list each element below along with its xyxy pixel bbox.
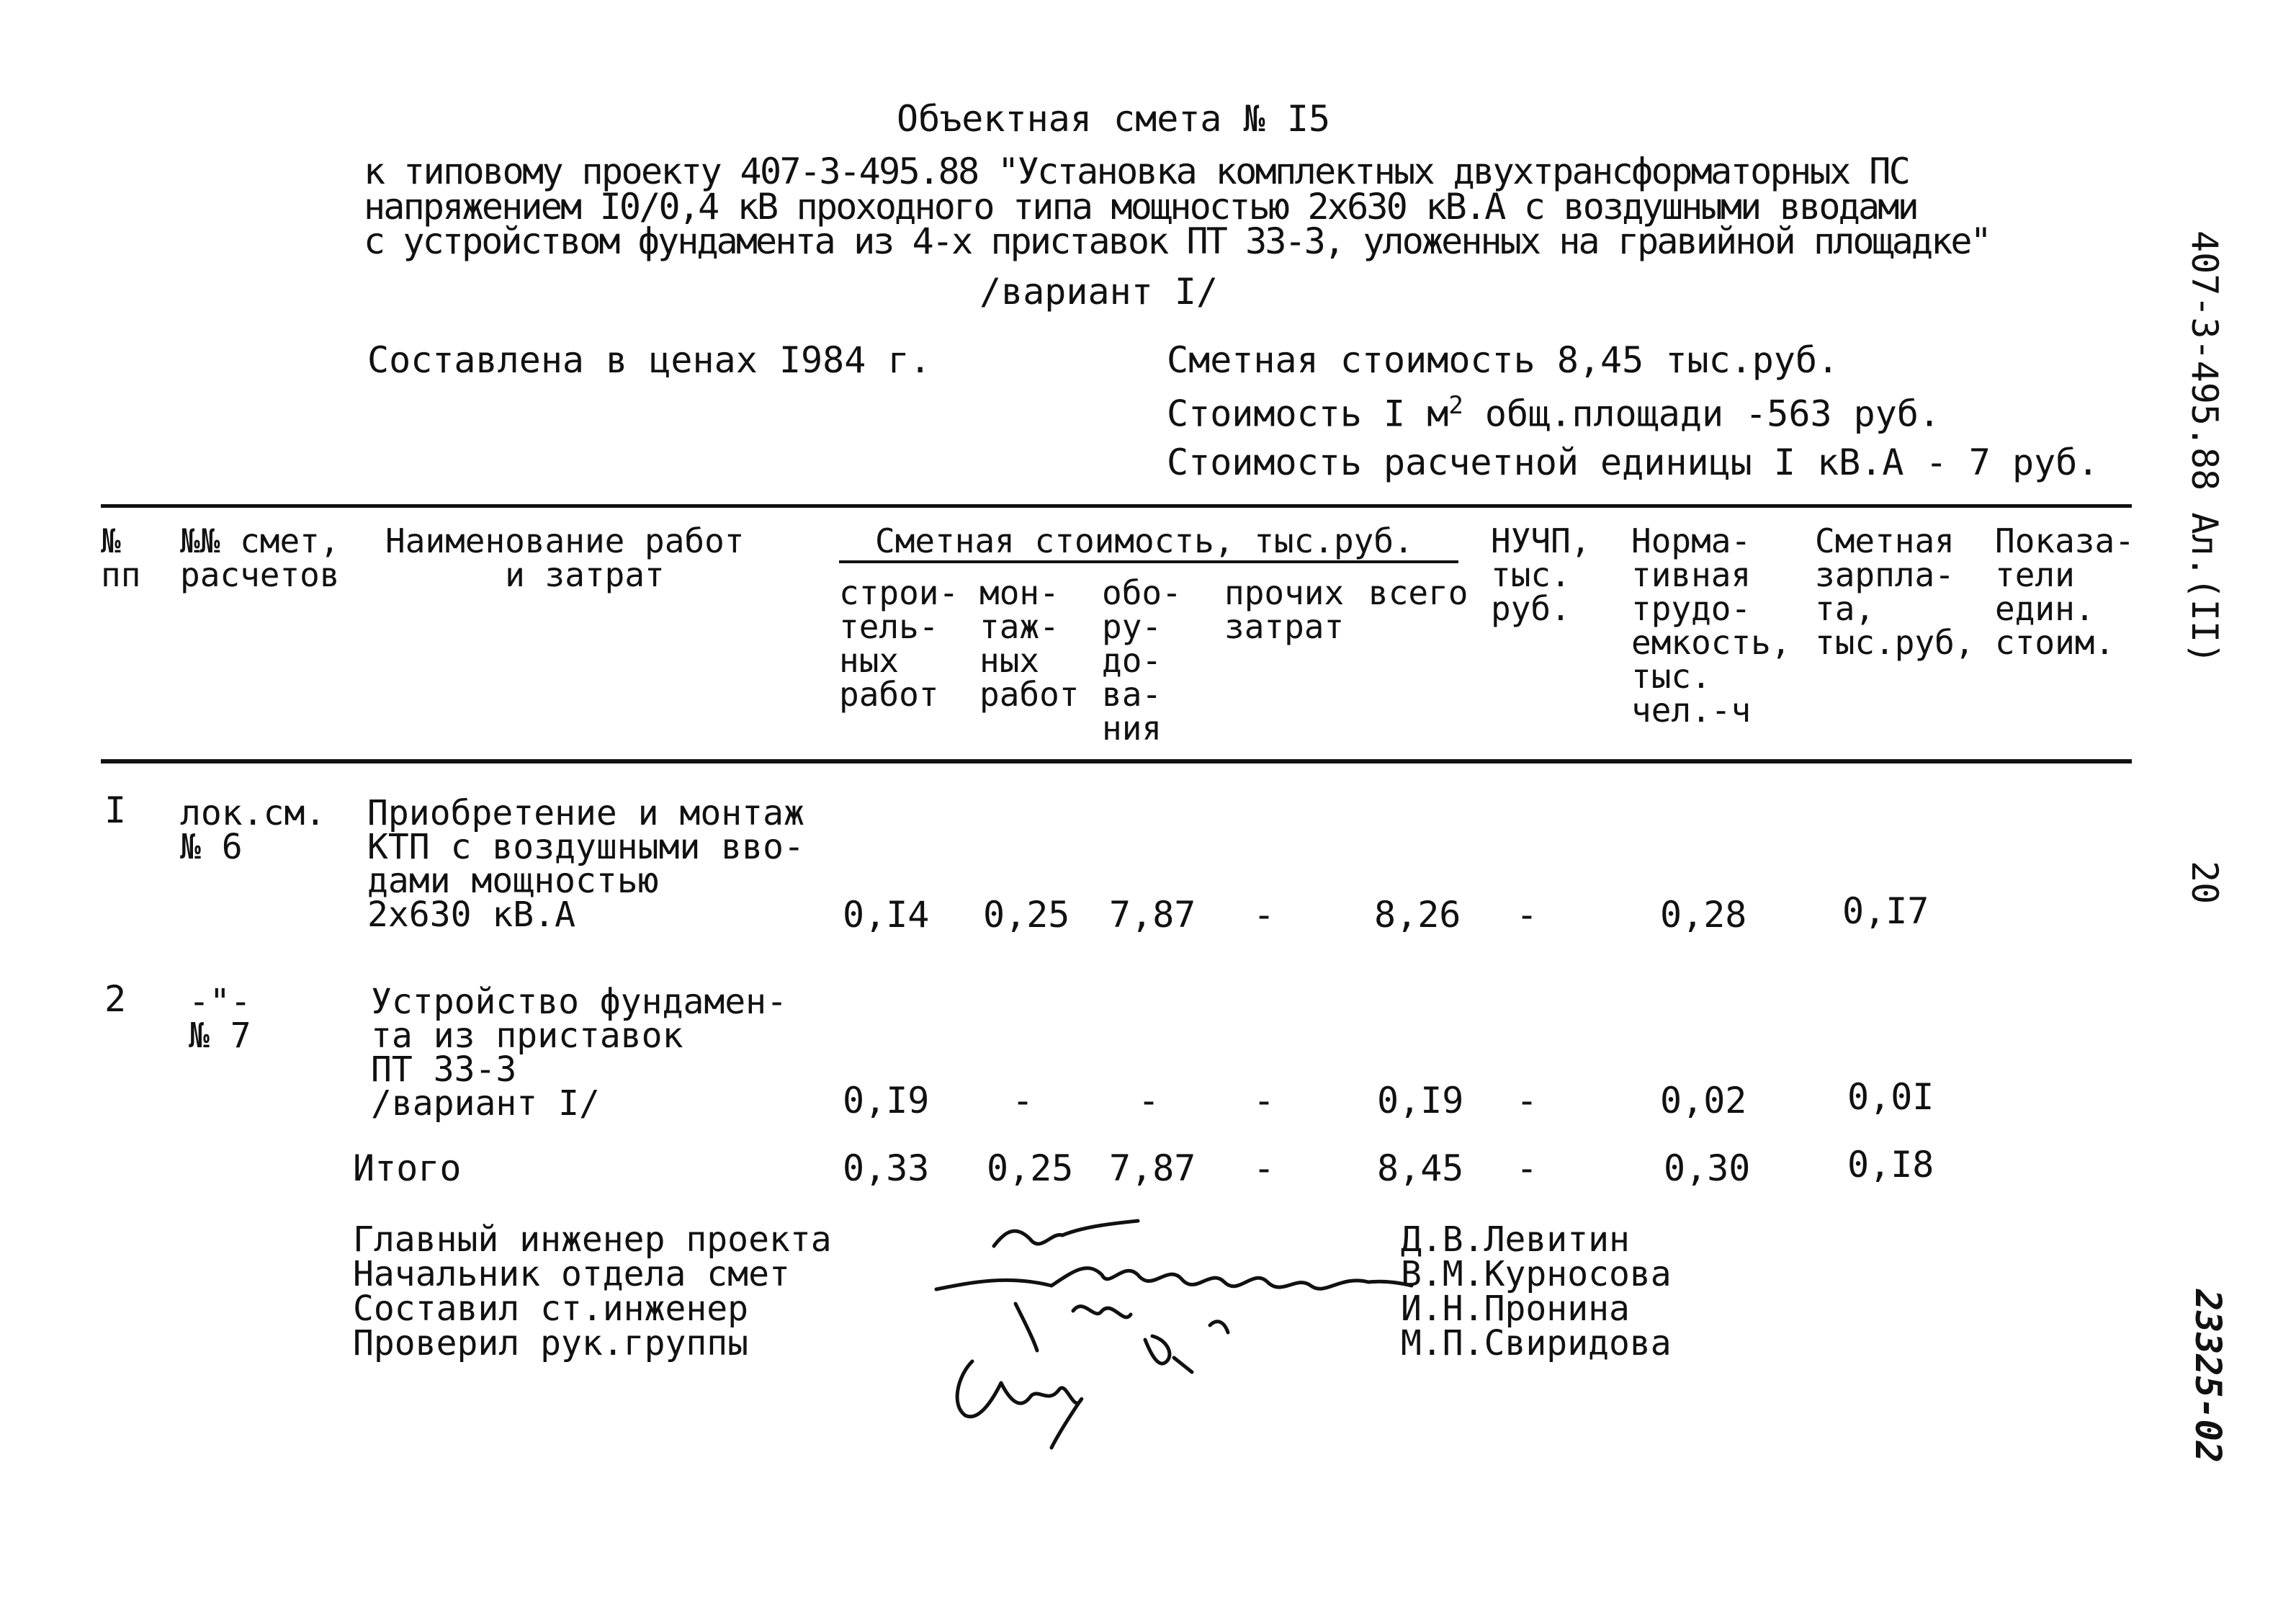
row-salary: 0,I7 <box>1842 890 1929 932</box>
cost-per-m2: Стоимость I $м^2$ общ.площади -563 руб. <box>1167 391 1941 435</box>
total-other: - <box>1253 1147 1275 1189</box>
header-total: всего <box>1368 573 1468 612</box>
row-estimate: -"- № 7 <box>189 982 251 1056</box>
row-nuchp: - <box>1516 894 1538 936</box>
total-equipment: 7,87 <box>1109 1147 1196 1189</box>
side-code: 407-3-495.88 Ал.(II) <box>2184 230 2225 665</box>
signature-name-1: Д.В.Левитин <box>1401 1219 1630 1260</box>
row-estimate: лок.см. № 6 <box>180 793 326 867</box>
subtitle-line-2: напряжением I0/0,4 кВ проходного типа мощностью 2х630 кВ.А с воздушными вводами <box>364 186 1917 228</box>
document-title: Объектная смета № I5 <box>897 98 1331 140</box>
header-other: прочих затрат <box>1224 573 1345 646</box>
row-nuchp: - <box>1516 1080 1538 1121</box>
table-header-bottom-rule <box>101 759 2132 763</box>
header-name: Наименование работ и затрат <box>385 521 745 594</box>
page-number: 20 <box>2184 861 2225 905</box>
row-equipment: 7,87 <box>1109 894 1196 936</box>
row-labor: 0,02 <box>1660 1080 1747 1121</box>
header-estimate: №№ смет, расчетов <box>180 521 340 594</box>
header-installation: мон- таж- ных работ <box>979 573 1080 714</box>
row-other: - <box>1253 894 1275 936</box>
signature-name-2: В.М.Курносова <box>1401 1254 1672 1294</box>
row-other: - <box>1253 1080 1275 1121</box>
subtitle-line-1: к типовому проекту 407-3-495.88 "Установка комплектных двухтрансформаторных ПС <box>364 151 1909 192</box>
total-total: 8,45 <box>1377 1147 1464 1189</box>
header-labor: Норма- тивная трудо- емкость, тыс. чел.-ч <box>1631 521 1791 730</box>
row-num: 2 <box>104 978 127 1020</box>
signature-role-1: Главный инженер проекта <box>353 1219 832 1260</box>
handwritten-signatures <box>907 1196 1426 1469</box>
row-total: 8,26 <box>1374 894 1461 936</box>
row-construction: 0,I9 <box>843 1080 930 1121</box>
subtitle-line-3: с устройством фундамента из 4-х приставок ПТ 33-3, уложенных на гравийной площадке" <box>364 220 1990 262</box>
signature-role-4: Проверил рук.группы <box>353 1323 749 1363</box>
row-installation: 0,25 <box>983 894 1070 936</box>
total-label: Итого <box>353 1147 462 1189</box>
row-name: Приобретение и монтаж КТП с воздушными вво- дами мощностью 2х630 кВ.А <box>367 793 804 935</box>
row-installation: - <box>1012 1080 1034 1121</box>
header-construction: строи- тель- ных работ <box>839 573 959 714</box>
cost-total: Сметная стоимость 8,45 тыс.руб. <box>1167 339 1839 381</box>
cost-group-underline <box>839 560 1458 563</box>
superscript-2: 2 <box>1448 391 1463 420</box>
cost-per-unit: Стоимость расчетной единицы I кВ.А - 7 руб. <box>1167 442 2099 483</box>
header-nuchp: НУЧП, тыс. руб. <box>1491 521 1591 628</box>
header-salary: Сметная зарпла- та, тыс.руб, <box>1815 521 1975 662</box>
row-num: I <box>104 789 127 831</box>
signature-role-2: Начальник отдела смет <box>353 1254 790 1294</box>
variant-label: /вариант I/ <box>979 271 1219 313</box>
total-labor: 0,30 <box>1664 1147 1751 1189</box>
total-installation: 0,25 <box>987 1147 1074 1189</box>
table-top-rule <box>101 504 2132 508</box>
total-nuchp: - <box>1516 1147 1538 1189</box>
row-salary: 0,0I <box>1847 1076 1934 1118</box>
row-equipment: - <box>1138 1080 1160 1121</box>
signature-role-3: Составил ст.инженер <box>353 1289 749 1329</box>
signature-name-4: М.П.Свиридова <box>1401 1323 1672 1363</box>
signature-name-3: И.Н.Пронина <box>1401 1289 1630 1329</box>
row-labor: 0,28 <box>1660 894 1747 936</box>
total-salary: 0,I8 <box>1847 1144 1934 1186</box>
row-total: 0,I9 <box>1377 1080 1464 1121</box>
header-num: № пп <box>101 521 141 594</box>
row-name: Устройство фундамен- та из приставок ПТ 33-3 /вариант I/ <box>371 982 787 1124</box>
header-cost-group: Сметная стоимость, тыс.руб. <box>875 521 1414 560</box>
archive-number: 23325-02 <box>2187 1289 2229 1463</box>
prices-year: Составлена в ценах I984 г. <box>367 339 931 381</box>
row-construction: 0,I4 <box>843 894 930 936</box>
total-construction: 0,33 <box>843 1147 930 1189</box>
header-equipment: обо- ру- до- ва- ния <box>1102 573 1182 748</box>
header-indicators: Показа- тели един. стоим. <box>1995 521 2135 662</box>
